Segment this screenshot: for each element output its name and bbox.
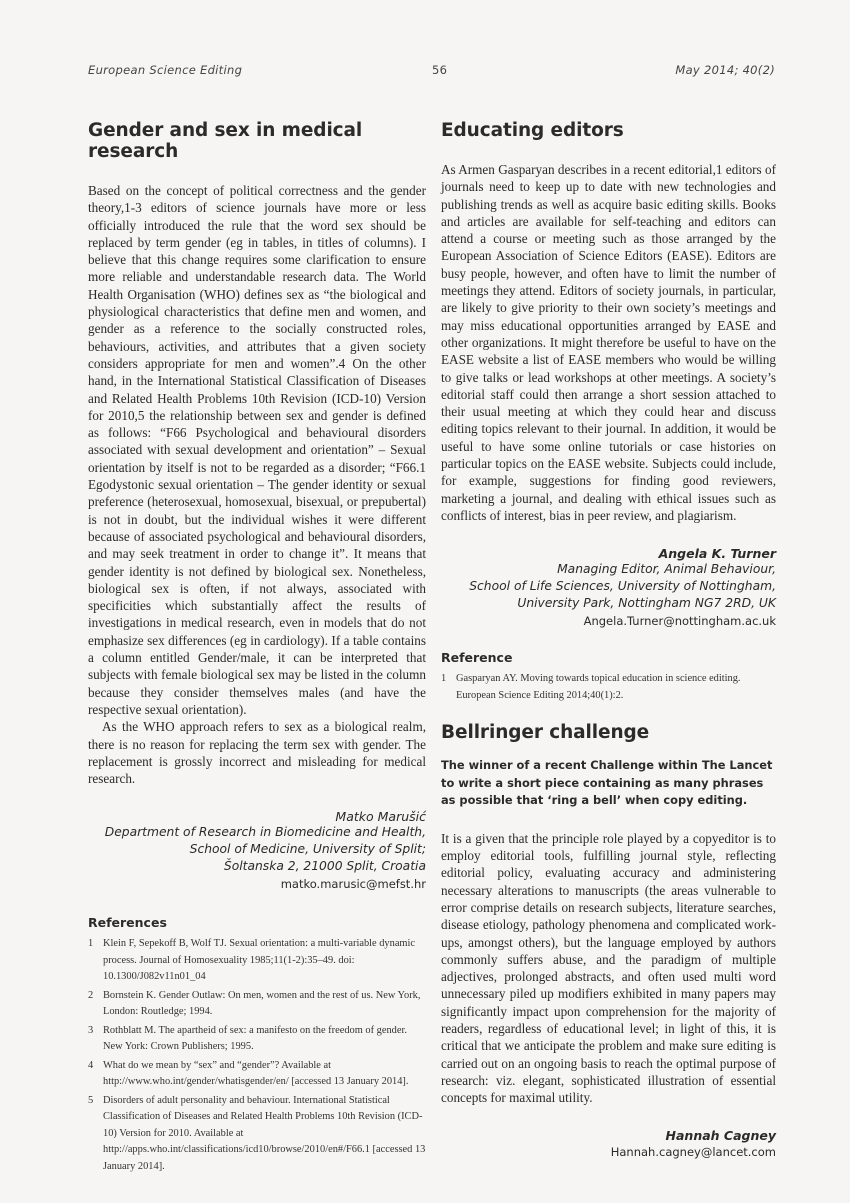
reference-list (441, 671, 776, 704)
reference-section (441, 650, 776, 704)
author-email: matko.marusic@mefst.hr (280, 877, 426, 892)
challenge-lead: The winner of a recent Challenge within The Lancet to write a short piece containing as many phrases as possible that ‘ring a bell’ when copy editing. (441, 758, 773, 808)
article-paragraph: It is a given that the principle role played by a copyeditor is to employ editorial tools, fulfilling journal style, reflecting editorial policy, evaluating accuracy and administering necessary alterations to manuscripts (the areas vulnerable to error comprise details on research subjects, literature searches, disease etiology, pathology phenomena and complicated work-ups, amongst others), but the language employed by authors commonly suffers abuse, and the paradigm of multiple adjectives, prolonged abstracts, and often used multi word unnecessary piled up modifiers exhibited in many papers may significantly impact upon comprehension for the majority of readers, regardless of educational level; in light of this, it is critical that we anticipate the problem and make sure editing is carried out on an ongoing basis to reach the optimal purpose of research: viz. elegant, sophisticated illustration of essential concepts for maximal utility. (441, 830, 776, 1106)
reference-item: 2 Bornstein K. Gender Outlaw: On men, women and the rest of us. New York, London: Routledge; 1994. (88, 989, 421, 1018)
reference-heading: Reference (441, 650, 513, 666)
author-name: Angela K. Turner (658, 546, 776, 562)
references-section (88, 915, 426, 1175)
running-header-journal: European Science Editing (88, 63, 243, 77)
author-signature (441, 546, 776, 630)
right-column (441, 110, 776, 1161)
author-signature (441, 1128, 776, 1161)
references-heading: References (88, 915, 167, 931)
article-title-bellringer: Bellringer challenge (441, 722, 650, 744)
author-affiliation: School of Life Sciences, University of Nottingham, (469, 579, 776, 594)
article-title-gender: Gender and sex in medical research (88, 120, 363, 162)
author-affiliation: Department of Research in Biomedicine and Health, (104, 825, 426, 840)
author-affiliation: University Park, Nottingham NG7 2RD, UK (517, 596, 776, 611)
author-affiliation: Managing Editor, Animal Behaviour, (557, 562, 776, 577)
author-name: Hannah Cagney (665, 1128, 776, 1144)
author-email: Hannah.cagney@lancet.com (610, 1145, 776, 1160)
author-name: Matko Marušić (335, 809, 426, 825)
running-header-issue: May 2014; 40(2) (675, 63, 775, 77)
author-email: Angela.Turner@nottingham.ac.uk (583, 614, 776, 629)
page-number: 56 (432, 63, 448, 77)
article-paragraph: As Armen Gasparyan describes in a recent editorial,1 editors of journals need to keep up to date with new technologies and publishing trends as well as acquire basic editing skills. Books and articles are available for self-teaching and editors can attend a course or meeting such as those arranged by the European Association of Science Editors (EASE). Editors are busy people, however, and often have to limit the number of meetings they attend. Editors of society journals, in particular, are likely to give priority to their own society’s meetings and may miss educational opportunities arranged by EASE and other organizations. It might therefore be useful to have on the EASE website a list of EASE members who would be willing to give talks or lead workshops at other meetings. A society’s editorial staff could then arrange a short session attached to their usual meeting at which they could hear and discuss editing topics relevant to their journal. In addition, it would be useful to have some online tutorials or case histories on particular topics on the EASE website. Subjects could include, for example, suggestions for finding good reviewers, marketing a journal, and dealing with ethical issues such as conflicts of interest, bias in peer review, and plagiarism. (441, 162, 776, 523)
reference-item: 3 Rothblatt M. The apartheid of sex: a manifesto on the freedom of gender. New York: Crown Publishers; 1995. (88, 1024, 407, 1053)
author-affiliation: School of Medicine, University of Split; (189, 842, 426, 857)
article-paragraph: Based on the concept of political correctness and the gender theory,1-3 editors of science journals have more or less officially introduced the rule that the word sex should be replaced by term gender (eg in tables, in titles of columns). I believe that this change requires some clarification to ensure more reliable and understandable research data. The World Health Organisation (WHO) defines sex as “the biological and physiological characteristics that define men and women, and gender as a reference to the socially constructed roles, behaviours, activities, and attributes that a given society considers appropriate for men and women”.4 On the other hand, in the International Statistical Classification of Diseases and Related Health Problems 10th Revision (ICD-10) Version for 2010,5 the relationship between sex and gender is defined as follows: “F66 Psychological and behavioural disorders associated with sexual development and orientation” – Sexual orientation by itself is not to be regarded as a disorder; “F66.1 Egodystonic sexual orientation – The gender identity or sexual preference (heterosexual, homosexual, bisexual, or prepubertal) is not in doubt, but the individual wishes it were different because of associated psychological and behavioural disorders, and may seek treatment in order to change it”. It means that gender identity is not defined by biological sex. Nonetheless, biological sex is often, if not always, associated with specificities which substantially affect the results of investigations in medical research, even in models that do not emphasize sex differences (eg in cardiology). If a table contains a column entitled Gender/male, it can be interpreted that subjects with female biological sex may be listed in the column because they consider themselves males (and have the respective sexual orientation). (88, 183, 426, 717)
author-affiliation: Šoltanska 2, 21000 Split, Croatia (223, 859, 426, 874)
references-list (88, 936, 426, 1175)
reference-item: 4 What do we mean by “sex” and “gender”? Available at http://www.who.int/gender/whatisgender/en/ [accessed 13 January 2014]. (88, 1059, 409, 1088)
article-title-educating: Educating editors (441, 120, 624, 141)
reference-item: 5 Disorders of adult personality and behaviour. International Statistical Classification of Diseases and Related Health Problems 10th Revision (ICD-10) Version for 2010. Available at http://apps.who.int/classifications/icd10/browse/2010/en#/F66.1 [accessed 13 January 2014]. (88, 1094, 426, 1172)
author-signature (88, 809, 426, 893)
article-paragraph: As the WHO approach refers to sex as a biological realm, there is no reason for replacing the term sex with gender. The replacement is grossly incorrect and misleading for medical research. (88, 719, 426, 787)
left-column (88, 110, 426, 1177)
reference-item: 1 Gasparyan AY. Moving towards topical education in science editing. European Science Editing 2014;40(1):2. (441, 673, 741, 701)
reference-item: 1 Klein F, Sepekoff B, Wolf TJ. Sexual orientation: a multi-variable dynamic process. Journal of Homosexuality 1985;11(1-2):35–49. doi: 10.1300/J082v11n01_04 (88, 938, 416, 983)
